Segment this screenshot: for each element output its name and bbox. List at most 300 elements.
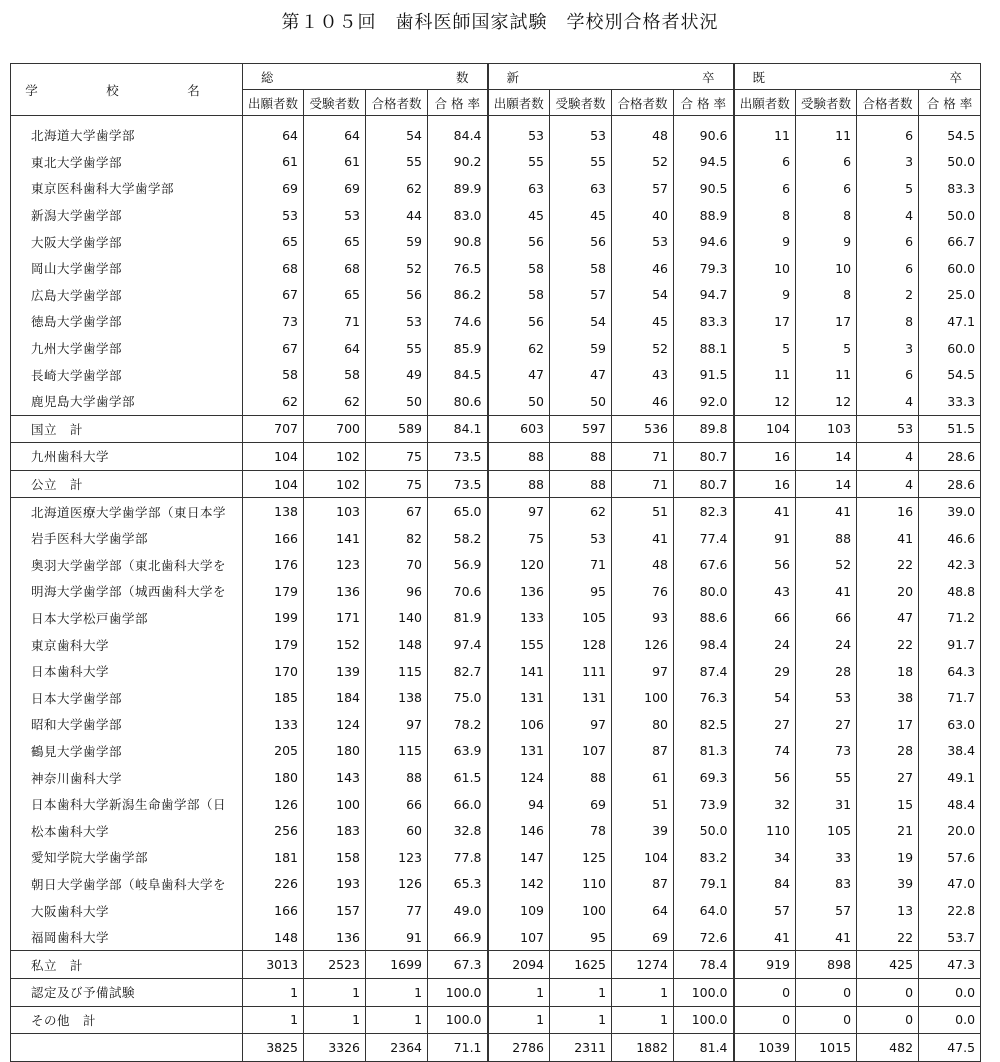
new-grad-passers-cell: 536 (612, 415, 674, 443)
new-grad-pass-rate-cell: 81.4 (674, 1034, 734, 1062)
new-grad-examinees-cell: 105 (550, 605, 612, 632)
total-pass-rate-cell: 75.0 (428, 684, 488, 711)
new-grad-passers-cell: 48 (612, 116, 674, 149)
new-grad-passers-cell: 80 (612, 711, 674, 738)
total-pass-rate-cell: 80.6 (428, 388, 488, 415)
prior-grad-passers-cell: 482 (857, 1034, 919, 1062)
total-applicants-cell: 148 (243, 924, 304, 951)
total-examinees-cell: 171 (304, 605, 366, 632)
new-grad-examinees-cell: 88 (550, 470, 612, 498)
new-grad-passers-cell: 41 (612, 525, 674, 552)
new-grad-examinees-cell: 95 (550, 578, 612, 605)
new-grad-applicants-cell: 2094 (488, 951, 550, 979)
prior-grad-passers-cell: 2 (857, 282, 919, 309)
total-passers-cell: 88 (366, 764, 428, 791)
total-examinees-cell: 139 (304, 658, 366, 685)
total-applicants-cell: 53 (243, 202, 304, 229)
prior-grad-passers-cell: 47 (857, 605, 919, 632)
prior-grad-examinees-cell: 24 (796, 631, 857, 658)
total-passers-cell: 77 (366, 897, 428, 924)
new-grad-pass-rate-cell: 94.6 (674, 228, 734, 255)
total-passers-cell: 75 (366, 470, 428, 498)
school-name: 岡山大学歯学部 (11, 255, 243, 282)
new-grad-applicants-cell: 131 (488, 684, 550, 711)
prior-grad-examinees-cell: 10 (796, 255, 857, 282)
total-passers-cell: 2364 (366, 1034, 428, 1062)
table-row (11, 552, 981, 579)
prior-grad-applicants-cell: 0 (734, 1006, 796, 1034)
total-applicants-cell: 64 (243, 116, 304, 149)
prior-grad-applicants-cell: 29 (734, 658, 796, 685)
total-passers-cell: 67 (366, 498, 428, 525)
total-applicants-cell: 126 (243, 791, 304, 818)
new-grad-examinees-cell: 62 (550, 498, 612, 525)
prior-grad-examinees-cell: 53 (796, 684, 857, 711)
total-passers-cell: 148 (366, 631, 428, 658)
prior-grad-examinees-cell: 103 (796, 415, 857, 443)
new-grad-passers-cell: 76 (612, 578, 674, 605)
total-examinees-cell: 143 (304, 764, 366, 791)
prior-grad-examinees-cell: 105 (796, 817, 857, 844)
prior-grad-applicants-cell: 12 (734, 388, 796, 415)
total-examinees-cell: 64 (304, 116, 366, 149)
prior-grad-passers-cell: 13 (857, 897, 919, 924)
new-grad-applicants-cell: 107 (488, 924, 550, 951)
new-grad-pass-rate-cell: 79.3 (674, 255, 734, 282)
school-name: 北海道大学歯学部 (11, 116, 243, 149)
new-grad-examinees-cell: 71 (550, 552, 612, 579)
school-name: 新潟大学歯学部 (11, 202, 243, 229)
total-applicants-cell: 138 (243, 498, 304, 525)
new-grad-passers-cell: 97 (612, 658, 674, 685)
total-applicants-cell: 73 (243, 308, 304, 335)
new-grad-applicants-cell: 131 (488, 738, 550, 765)
prior-grad-pass-rate-cell: 42.3 (919, 552, 981, 579)
total-pass-rate-header: 合 格 率 (428, 90, 488, 116)
new-grad-pass-rate-cell: 80.7 (674, 470, 734, 498)
total-applicants-cell: 104 (243, 470, 304, 498)
new-grad-passers-cell: 100 (612, 684, 674, 711)
table-row (11, 871, 981, 898)
new-grad-pass-rate-cell: 76.3 (674, 684, 734, 711)
total-pass-rate-cell: 81.9 (428, 605, 488, 632)
new-grad-examinees-cell: 53 (550, 525, 612, 552)
new-grad-passers-cell: 126 (612, 631, 674, 658)
new-grad-pass-rate-cell: 90.6 (674, 116, 734, 149)
total-applicants-cell: 707 (243, 415, 304, 443)
new-grad-examinees-cell: 110 (550, 871, 612, 898)
new-grad-examinees-cell: 88 (550, 764, 612, 791)
prior-grad-applicants-cell: 56 (734, 764, 796, 791)
school-name: 日本歯科大学新潟生命歯学部（日 (11, 791, 243, 818)
prior-grad-applicants-cell: 6 (734, 175, 796, 202)
prior-grad-pass-rate-cell: 91.7 (919, 631, 981, 658)
new-grad-passers-cell: 40 (612, 202, 674, 229)
prior-grad-passers-cell: 22 (857, 552, 919, 579)
new-grad-passers-cell: 69 (612, 924, 674, 951)
total-pass-rate-cell: 89.9 (428, 175, 488, 202)
total-pass-rate-cell: 84.1 (428, 415, 488, 443)
table-row (11, 711, 981, 738)
prior-grad-applicants-cell: 34 (734, 844, 796, 871)
new-grad-pass-rate-cell: 67.6 (674, 552, 734, 579)
total-applicants-cell: 176 (243, 552, 304, 579)
new-grad-passers-cell: 71 (612, 470, 674, 498)
new-grad-examinees-cell: 100 (550, 897, 612, 924)
total-examinees-cell: 183 (304, 817, 366, 844)
new-grad-passers-cell: 1 (612, 1006, 674, 1034)
total-applicants-cell: 67 (243, 335, 304, 362)
prior-grad-pass-rate-cell: 22.8 (919, 897, 981, 924)
total-applicants-cell: 205 (243, 738, 304, 765)
school-name: 長崎大学歯学部 (11, 361, 243, 388)
prior-grad-passers-cell: 19 (857, 844, 919, 871)
prior-grad-passers-cell: 3 (857, 335, 919, 362)
new-grad-passers-cell: 64 (612, 897, 674, 924)
table-body (11, 116, 981, 1062)
table-row (11, 388, 981, 415)
total-passers-cell: 96 (366, 578, 428, 605)
total-passers-cell: 60 (366, 817, 428, 844)
prior-grad-applicants-cell: 5 (734, 335, 796, 362)
prior-grad-examinees-cell: 11 (796, 361, 857, 388)
new-grad-applicants-cell: 147 (488, 844, 550, 871)
prior-grad-pass-rate-cell: 48.4 (919, 791, 981, 818)
new-grad-pass-rate-cell: 83.2 (674, 844, 734, 871)
prior-grad-examinees-cell: 27 (796, 711, 857, 738)
new-grad-applicants-cell: 124 (488, 764, 550, 791)
new-grad-passers-cell: 52 (612, 149, 674, 176)
prior-grad-passers-cell: 6 (857, 255, 919, 282)
prior-grad-pass-rate-cell: 83.3 (919, 175, 981, 202)
school-name-header: 学 校 名 (11, 64, 243, 116)
total-pass-rate-cell: 49.0 (428, 897, 488, 924)
table-row (11, 202, 981, 229)
prior-grad-pass-rate-cell: 38.4 (919, 738, 981, 765)
table-row (11, 525, 981, 552)
prior-grad-pass-rate-cell: 0.0 (919, 979, 981, 1007)
new-grad-passers-cell: 104 (612, 844, 674, 871)
total-examinees-cell: 102 (304, 443, 366, 471)
total-examinees-cell: 193 (304, 871, 366, 898)
total-pass-rate-cell: 97.4 (428, 631, 488, 658)
new-grad-pass-rate-cell: 94.5 (674, 149, 734, 176)
new-grad-pass-rate-cell: 98.4 (674, 631, 734, 658)
new-grad-examinees-cell: 97 (550, 711, 612, 738)
prior-grad-applicants-cell: 32 (734, 791, 796, 818)
total-passers-cell: 123 (366, 844, 428, 871)
total-examinees-cell: 65 (304, 282, 366, 309)
total-pass-rate-cell: 66.9 (428, 924, 488, 951)
table-row (11, 228, 981, 255)
prior-grad-passers-cell: 41 (857, 525, 919, 552)
new-grad-pass-rate-cell: 78.4 (674, 951, 734, 979)
school-name: 日本大学歯学部 (11, 684, 243, 711)
prior-grad-applicants-header: 出願者数 (734, 90, 796, 116)
new-grad-passers-cell: 87 (612, 871, 674, 898)
school-name: 東京歯科大学 (11, 631, 243, 658)
new-grad-passers-cell: 45 (612, 308, 674, 335)
total-passers-cell: 115 (366, 658, 428, 685)
prior-grad-passers-cell: 5 (857, 175, 919, 202)
prior-grad-examinees-cell: 41 (796, 578, 857, 605)
school-name: 明海大学歯学部（城西歯科大学を (11, 578, 243, 605)
new-grad-passers-cell: 46 (612, 255, 674, 282)
prior-grad-applicants-cell: 1039 (734, 1034, 796, 1062)
prior-grad-passers-cell: 27 (857, 764, 919, 791)
total-pass-rate-cell: 32.8 (428, 817, 488, 844)
new-grad-pass-rate-cell: 80.0 (674, 578, 734, 605)
prior-grad-examinees-cell: 1015 (796, 1034, 857, 1062)
prior-grad-examinees-cell: 5 (796, 335, 857, 362)
table-row (11, 924, 981, 951)
prior-grad-group-left: 既 (734, 64, 857, 90)
new-grad-pass-rate-cell: 83.3 (674, 308, 734, 335)
total-passers-cell: 55 (366, 335, 428, 362)
prior-grad-passers-cell: 4 (857, 443, 919, 471)
total-examinees-cell: 123 (304, 552, 366, 579)
new-grad-applicants-cell: 62 (488, 335, 550, 362)
new-grad-examinees-cell: 57 (550, 282, 612, 309)
prior-grad-pass-rate-cell: 0.0 (919, 1006, 981, 1034)
table-row (11, 979, 981, 1007)
total-pass-rate-cell: 65.0 (428, 498, 488, 525)
total-passers-cell: 66 (366, 791, 428, 818)
new-grad-applicants-cell: 146 (488, 817, 550, 844)
school-name: 広島大学歯学部 (11, 282, 243, 309)
prior-grad-applicants-cell: 110 (734, 817, 796, 844)
prior-grad-pass-rate-cell: 47.3 (919, 951, 981, 979)
new-grad-pass-rate-cell: 73.9 (674, 791, 734, 818)
prior-grad-passers-cell: 15 (857, 791, 919, 818)
new-grad-pass-rate-cell: 69.3 (674, 764, 734, 791)
school-name: 北海道医療大学歯学部（東日本学 (11, 498, 243, 525)
new-grad-pass-rate-cell: 90.5 (674, 175, 734, 202)
prior-grad-examinees-cell: 33 (796, 844, 857, 871)
new-grad-applicants-cell: 53 (488, 116, 550, 149)
table-row (11, 415, 981, 443)
prior-grad-passers-cell: 16 (857, 498, 919, 525)
table-row (11, 1034, 981, 1062)
prior-grad-examinees-cell: 8 (796, 202, 857, 229)
total-passers-cell: 44 (366, 202, 428, 229)
new-grad-examinees-cell: 55 (550, 149, 612, 176)
prior-grad-examinees-cell: 12 (796, 388, 857, 415)
new-grad-passers-cell: 1882 (612, 1034, 674, 1062)
prior-grad-examinees-cell: 55 (796, 764, 857, 791)
total-examinees-cell: 103 (304, 498, 366, 525)
new-grad-pass-rate-cell: 64.0 (674, 897, 734, 924)
total-pass-rate-cell: 65.3 (428, 871, 488, 898)
new-grad-applicants-cell: 120 (488, 552, 550, 579)
prior-grad-applicants-cell: 24 (734, 631, 796, 658)
new-grad-applicants-cell: 88 (488, 470, 550, 498)
total-applicants-cell: 1 (243, 1006, 304, 1034)
total-passers-cell: 75 (366, 443, 428, 471)
total-pass-rate-cell: 84.5 (428, 361, 488, 388)
new-grad-applicants-cell: 142 (488, 871, 550, 898)
prior-grad-pass-rate-cell: 54.5 (919, 361, 981, 388)
school-name: 松本歯科大学 (11, 817, 243, 844)
new-grad-group-right: 卒 (612, 64, 734, 90)
prior-grad-applicants-cell: 17 (734, 308, 796, 335)
new-grad-pass-rate-cell: 82.5 (674, 711, 734, 738)
school-name: 東北大学歯学部 (11, 149, 243, 176)
prior-grad-examinees-cell: 17 (796, 308, 857, 335)
new-grad-examinees-cell: 111 (550, 658, 612, 685)
school-name: 愛知学院大学歯学部 (11, 844, 243, 871)
new-grad-examinees-cell: 125 (550, 844, 612, 871)
new-grad-applicants-cell: 55 (488, 149, 550, 176)
total-passers-cell: 589 (366, 415, 428, 443)
table-row (11, 175, 981, 202)
new-grad-examinees-cell: 45 (550, 202, 612, 229)
total-applicants-cell: 166 (243, 525, 304, 552)
new-grad-pass-rate-cell: 100.0 (674, 979, 734, 1007)
table-row (11, 255, 981, 282)
prior-grad-examinees-header: 受験者数 (796, 90, 857, 116)
new-grad-applicants-cell: 75 (488, 525, 550, 552)
new-grad-applicants-cell: 2786 (488, 1034, 550, 1062)
new-grad-examinees-cell: 53 (550, 116, 612, 149)
new-grad-examinees-cell: 54 (550, 308, 612, 335)
prior-grad-pass-rate-cell: 66.7 (919, 228, 981, 255)
table-row (11, 684, 981, 711)
new-grad-pass-rate-cell: 88.9 (674, 202, 734, 229)
prior-grad-examinees-cell: 14 (796, 443, 857, 471)
table-row (11, 361, 981, 388)
new-grad-pass-rate-cell: 91.5 (674, 361, 734, 388)
total-examinees-cell: 1 (304, 979, 366, 1007)
school-name: 国立 計 (11, 415, 243, 443)
total-pass-rate-cell: 90.2 (428, 149, 488, 176)
prior-grad-passers-cell: 425 (857, 951, 919, 979)
prior-grad-passers-cell: 4 (857, 470, 919, 498)
school-name: 九州大学歯学部 (11, 335, 243, 362)
table-row (11, 335, 981, 362)
total-examinees-cell: 3326 (304, 1034, 366, 1062)
new-grad-pass-rate-cell: 92.0 (674, 388, 734, 415)
total-pass-rate-cell: 85.9 (428, 335, 488, 362)
total-examinees-cell: 58 (304, 361, 366, 388)
new-grad-passers-cell: 46 (612, 388, 674, 415)
new-grad-examinees-cell: 95 (550, 924, 612, 951)
new-grad-pass-rate-cell: 50.0 (674, 817, 734, 844)
total-passers-cell: 1699 (366, 951, 428, 979)
prior-grad-pass-rate-cell: 57.6 (919, 844, 981, 871)
prior-grad-applicants-cell: 43 (734, 578, 796, 605)
new-grad-examinees-cell: 69 (550, 791, 612, 818)
page-title: 第１０５回 歯科医師国家試験 学校別合格者状況 (281, 12, 719, 33)
new-grad-passers-cell: 48 (612, 552, 674, 579)
new-grad-pass-rate-cell: 82.3 (674, 498, 734, 525)
total-pass-rate-cell: 100.0 (428, 1006, 488, 1034)
total-pass-rate-cell: 82.7 (428, 658, 488, 685)
new-grad-applicants-cell: 603 (488, 415, 550, 443)
total-applicants-cell: 104 (243, 443, 304, 471)
prior-grad-examinees-cell: 11 (796, 116, 857, 149)
school-name: 九州歯科大学 (11, 443, 243, 471)
total-applicants-cell: 3013 (243, 951, 304, 979)
total-passers-cell: 140 (366, 605, 428, 632)
new-grad-examinees-cell: 63 (550, 175, 612, 202)
prior-grad-examinees-cell: 66 (796, 605, 857, 632)
table-row (11, 282, 981, 309)
new-grad-examinees-cell: 1625 (550, 951, 612, 979)
table-row (11, 951, 981, 979)
prior-grad-pass-rate-cell: 63.0 (919, 711, 981, 738)
prior-grad-applicants-cell: 41 (734, 498, 796, 525)
new-grad-applicants-header: 出願者数 (488, 90, 550, 116)
new-grad-pass-rate-cell: 80.7 (674, 443, 734, 471)
total-pass-rate-cell: 86.2 (428, 282, 488, 309)
prior-grad-applicants-cell: 8 (734, 202, 796, 229)
total-examinees-cell: 68 (304, 255, 366, 282)
new-grad-examinees-cell: 50 (550, 388, 612, 415)
table-row (11, 578, 981, 605)
school-name: その他 計 (11, 1006, 243, 1034)
total-applicants-cell: 133 (243, 711, 304, 738)
new-grad-applicants-cell: 97 (488, 498, 550, 525)
prior-grad-pass-rate-cell: 54.5 (919, 116, 981, 149)
total-passers-cell: 53 (366, 308, 428, 335)
prior-grad-applicants-cell: 10 (734, 255, 796, 282)
total-pass-rate-cell: 74.6 (428, 308, 488, 335)
new-grad-passers-cell: 1 (612, 979, 674, 1007)
total-pass-rate-cell: 90.8 (428, 228, 488, 255)
prior-grad-passers-header: 合格者数 (857, 90, 919, 116)
prior-grad-passers-cell: 22 (857, 631, 919, 658)
new-grad-applicants-cell: 155 (488, 631, 550, 658)
total-pass-rate-cell: 70.6 (428, 578, 488, 605)
total-applicants-cell: 3825 (243, 1034, 304, 1062)
total-passers-cell: 62 (366, 175, 428, 202)
new-grad-passers-cell: 87 (612, 738, 674, 765)
total-passers-cell: 70 (366, 552, 428, 579)
total-examinees-cell: 69 (304, 175, 366, 202)
total-passers-cell: 55 (366, 149, 428, 176)
new-grad-passers-cell: 71 (612, 443, 674, 471)
new-grad-pass-rate-cell: 79.1 (674, 871, 734, 898)
new-grad-examinees-cell: 128 (550, 631, 612, 658)
prior-grad-examinees-cell: 52 (796, 552, 857, 579)
new-grad-examinees-cell: 59 (550, 335, 612, 362)
prior-grad-passers-cell: 39 (857, 871, 919, 898)
prior-grad-applicants-cell: 6 (734, 149, 796, 176)
prior-grad-applicants-cell: 84 (734, 871, 796, 898)
school-name: 昭和大学歯学部 (11, 711, 243, 738)
total-passers-cell: 59 (366, 228, 428, 255)
prior-grad-passers-cell: 38 (857, 684, 919, 711)
prior-grad-examinees-cell: 6 (796, 149, 857, 176)
prior-grad-examinees-cell: 8 (796, 282, 857, 309)
new-grad-examinees-cell: 107 (550, 738, 612, 765)
new-grad-applicants-cell: 1 (488, 1006, 550, 1034)
total-examinees-cell: 157 (304, 897, 366, 924)
new-grad-passers-cell: 93 (612, 605, 674, 632)
school-name: 鶴見大学歯学部 (11, 738, 243, 765)
total-pass-rate-cell: 77.8 (428, 844, 488, 871)
table-row (11, 631, 981, 658)
total-pass-rate-cell: 61.5 (428, 764, 488, 791)
total-pass-rate-cell: 58.2 (428, 525, 488, 552)
total-pass-rate-cell: 76.5 (428, 255, 488, 282)
prior-grad-pass-rate-cell: 39.0 (919, 498, 981, 525)
prior-grad-passers-cell: 6 (857, 116, 919, 149)
prior-grad-applicants-cell: 11 (734, 116, 796, 149)
school-name: 私立 計 (11, 951, 243, 979)
table-row (11, 658, 981, 685)
